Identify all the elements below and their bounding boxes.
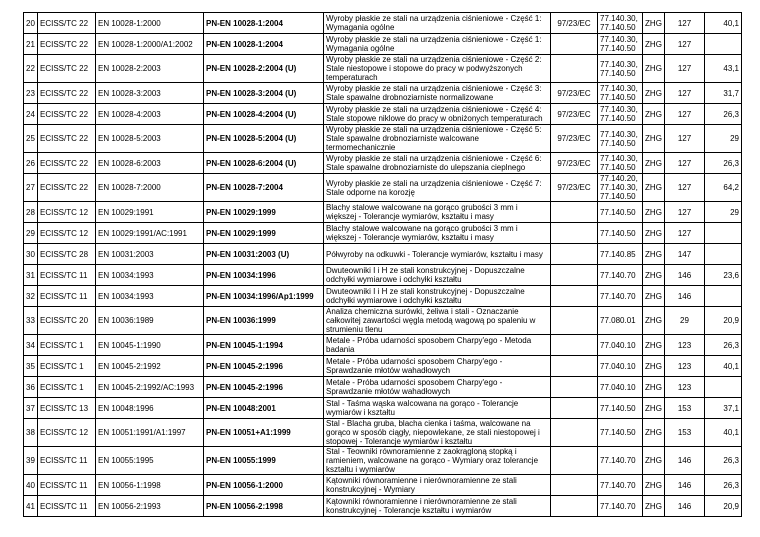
- ics-cell: [598, 286, 643, 307]
- zhg-cell: ZHG: [643, 174, 665, 202]
- ics-cell: [598, 496, 643, 517]
- directive-cell: [551, 55, 598, 83]
- technical-committee-cell: ECISS/TC 22: [38, 34, 96, 55]
- ics-line: 77.140.50: [600, 207, 636, 217]
- committee-number-cell: 146: [665, 496, 705, 517]
- directive-cell: 97/23/EC: [551, 125, 598, 153]
- row-number-cell: 31: [24, 265, 38, 286]
- table-row: [24, 286, 742, 307]
- table-row: [24, 496, 742, 517]
- en-standard-cell: EN 10028-7:2000: [96, 174, 204, 202]
- ics-line: 77.140.70: [600, 291, 636, 301]
- row-number-cell: 29: [24, 223, 38, 244]
- ics-line: 77.140.30,: [600, 129, 638, 139]
- ics-line: 77.140.70: [600, 480, 636, 490]
- pn-standard-cell: PN-EN 10028-1:2004: [204, 34, 324, 55]
- pn-standard-cell: PN-EN 10029:1999: [204, 202, 324, 223]
- en-standard-cell: EN 10029:1991: [96, 202, 204, 223]
- ics-line: 77.140.70: [600, 501, 636, 511]
- directive-cell: [551, 307, 598, 335]
- technical-committee-cell: ECISS/TC 11: [38, 265, 96, 286]
- pn-standard-cell: PN-EN 10051+A1:1999: [204, 419, 324, 447]
- directive-cell: [551, 265, 598, 286]
- row-number-cell: 39: [24, 447, 38, 475]
- zhg-cell: ZHG: [643, 419, 665, 447]
- row-number-cell: 20: [24, 13, 38, 34]
- technical-committee-cell: ECISS/TC 12: [38, 419, 96, 447]
- ics-line: 77.140.50: [600, 163, 636, 172]
- technical-committee-cell: ECISS/TC 12: [38, 202, 96, 223]
- pn-standard-cell: PN-EN 10028-7:2004: [204, 174, 324, 202]
- technical-committee-cell: ECISS/TC 13: [38, 398, 96, 419]
- pn-standard-cell: PN-EN 10028-4:2004 (U): [204, 104, 324, 125]
- zhg-cell: ZHG: [643, 13, 665, 34]
- committee-number-cell: 127: [665, 174, 705, 202]
- directive-cell: [551, 34, 598, 55]
- en-standard-cell: EN 10034:1993: [96, 286, 204, 307]
- ics-cell: [598, 356, 643, 377]
- zhg-cell: ZHG: [643, 377, 665, 398]
- price-cell: 20,9: [705, 496, 742, 517]
- title-cell: Półwyroby na odkuwki - Tolerancje wymiarów, kształtu i masy: [324, 244, 551, 265]
- table-row: [24, 174, 742, 202]
- zhg-cell: ZHG: [643, 223, 665, 244]
- committee-number-cell: 127: [665, 83, 705, 104]
- price-cell: [705, 223, 742, 244]
- title-cell: Wyroby płaskie ze stali na urządzenia ciśnieniowe - Część 5: Stale spawalne drobnoziarniste walcowane termomechanicznie: [324, 125, 551, 153]
- ics-line: 77.140.50: [600, 428, 636, 437]
- title-cell: Wyroby płaskie ze stali na urządzenia ciśnieniowe - Część 4: Stale stopowe niklowe do pracy w obniżonych temperaturach: [324, 104, 551, 125]
- ics-cell: [598, 55, 643, 83]
- title-cell: Blachy stalowe walcowane na gorąco grubości 3 mm i większej - Tolerancje wymiarów, kształtu i masy: [324, 202, 551, 223]
- table-row: [24, 307, 742, 335]
- technical-committee-cell: ECISS/TC 22: [38, 83, 96, 104]
- directive-cell: [551, 286, 598, 307]
- technical-committee-cell: ECISS/TC 22: [38, 125, 96, 153]
- zhg-cell: ZHG: [643, 153, 665, 174]
- ics-cell: [598, 202, 643, 223]
- price-cell: 29: [705, 125, 742, 153]
- committee-number-cell: 123: [665, 356, 705, 377]
- ics-line: 77.140.85: [600, 249, 636, 259]
- ics-cell: [598, 125, 643, 153]
- technical-committee-cell: ECISS/TC 22: [38, 174, 96, 202]
- pn-standard-cell: PN-EN 10045-2:1996: [204, 356, 324, 377]
- committee-number-cell: 127: [665, 13, 705, 34]
- ics-line: 77.140.30,: [600, 154, 638, 163]
- technical-committee-cell: ECISS/TC 1: [38, 356, 96, 377]
- directive-cell: [551, 202, 598, 223]
- row-number-cell: 32: [24, 286, 38, 307]
- price-cell: [705, 244, 742, 265]
- zhg-cell: ZHG: [643, 447, 665, 475]
- zhg-cell: ZHG: [643, 265, 665, 286]
- row-number-cell: 40: [24, 475, 38, 496]
- price-cell: 31,7: [705, 83, 742, 104]
- ics-line: 77.140.50: [600, 192, 636, 201]
- title-cell: Dwuteowniki I i H ze stali konstrukcyjnej - Dopuszczalne odchyłki wymiarowe i odchyłki kształtu: [324, 265, 551, 286]
- zhg-cell: ZHG: [643, 244, 665, 265]
- ics-line: 77.140.30,: [600, 183, 638, 192]
- en-standard-cell: EN 10028-1:2000: [96, 13, 204, 34]
- ics-cell: [598, 447, 643, 475]
- technical-committee-cell: ECISS/TC 12: [38, 223, 96, 244]
- table-row: [24, 356, 742, 377]
- zhg-cell: ZHG: [643, 202, 665, 223]
- price-cell: 20,9: [705, 307, 742, 335]
- zhg-cell: ZHG: [643, 475, 665, 496]
- table-row: [24, 83, 742, 104]
- zhg-cell: ZHG: [643, 356, 665, 377]
- ics-line: 77.140.50: [600, 114, 636, 123]
- directive-cell: [551, 496, 598, 517]
- price-cell: 64,2: [705, 174, 742, 202]
- committee-number-cell: 127: [665, 34, 705, 55]
- ics-cell: [598, 223, 643, 244]
- pn-standard-cell: PN-EN 10029:1999: [204, 223, 324, 244]
- technical-committee-cell: ECISS/TC 11: [38, 286, 96, 307]
- ics-cell: [598, 244, 643, 265]
- row-number-cell: 41: [24, 496, 38, 517]
- technical-committee-cell: ECISS/TC 22: [38, 104, 96, 125]
- ics-line: 77.140.50: [600, 93, 636, 102]
- directive-cell: [551, 223, 598, 244]
- ics-cell: [598, 153, 643, 174]
- ics-cell: [598, 13, 643, 34]
- pn-standard-cell: PN-EN 10028-2:2004 (U): [204, 55, 324, 83]
- ics-cell: [598, 377, 643, 398]
- table-row: [24, 104, 742, 125]
- en-standard-cell: EN 10045-2:1992/AC:1993: [96, 377, 204, 398]
- committee-number-cell: 123: [665, 335, 705, 356]
- committee-number-cell: 127: [665, 55, 705, 83]
- table-row: [24, 125, 742, 153]
- pn-standard-cell: PN-EN 10048:2001: [204, 398, 324, 419]
- row-number-cell: 22: [24, 55, 38, 83]
- row-number-cell: 23: [24, 83, 38, 104]
- row-number-cell: 21: [24, 34, 38, 55]
- ics-line: 77.140.50: [600, 403, 636, 413]
- ics-cell: [598, 83, 643, 104]
- zhg-cell: ZHG: [643, 34, 665, 55]
- directive-cell: 97/23/EC: [551, 83, 598, 104]
- pn-standard-cell: PN-EN 10036:1999: [204, 307, 324, 335]
- ics-line: 77.040.10: [600, 382, 636, 392]
- zhg-cell: ZHG: [643, 496, 665, 517]
- price-cell: 40,1: [705, 13, 742, 34]
- committee-number-cell: 127: [665, 202, 705, 223]
- ics-cell: [598, 335, 643, 356]
- ics-line: 77.140.70: [600, 456, 636, 465]
- technical-committee-cell: ECISS/TC 28: [38, 244, 96, 265]
- price-cell: [705, 34, 742, 55]
- price-cell: 26,3: [705, 475, 742, 496]
- row-number-cell: 28: [24, 202, 38, 223]
- committee-number-cell: 153: [665, 419, 705, 447]
- committee-number-cell: 146: [665, 447, 705, 475]
- row-number-cell: 33: [24, 307, 38, 335]
- directive-cell: [551, 356, 598, 377]
- ics-cell: [598, 174, 643, 202]
- title-cell: Metale - Próba udarności sposobem Charpy'ego - Sprawdzanie młotów wahadłowych: [324, 377, 551, 398]
- title-cell: Wyroby płaskie ze stali na urządzenia ciśnieniowe - Część 1: Wymagania ogólne: [324, 34, 551, 55]
- table-row: [24, 244, 742, 265]
- technical-committee-cell: ECISS/TC 22: [38, 13, 96, 34]
- directive-cell: 97/23/EC: [551, 104, 598, 125]
- en-standard-cell: EN 10056-1:1998: [96, 475, 204, 496]
- directive-cell: [551, 377, 598, 398]
- committee-number-cell: 146: [665, 475, 705, 496]
- en-standard-cell: EN 10028-5:2003: [96, 125, 204, 153]
- pn-standard-cell: PN-EN 10028-1:2004: [204, 13, 324, 34]
- directive-cell: [551, 447, 598, 475]
- ics-line: 77.040.10: [600, 340, 636, 350]
- price-cell: 23,6: [705, 265, 742, 286]
- row-number-cell: 36: [24, 377, 38, 398]
- pn-standard-cell: PN-EN 10031:2003 (U): [204, 244, 324, 265]
- row-number-cell: 35: [24, 356, 38, 377]
- table-row: [24, 398, 742, 419]
- ics-line: 77.140.50: [600, 23, 636, 32]
- table-row: [24, 447, 742, 475]
- row-number-cell: 26: [24, 153, 38, 174]
- ics-line: 77.140.30,: [600, 84, 638, 93]
- price-cell: 40,1: [705, 419, 742, 447]
- committee-number-cell: 127: [665, 104, 705, 125]
- en-standard-cell: EN 10045-2:1992: [96, 356, 204, 377]
- row-number-cell: 38: [24, 419, 38, 447]
- technical-committee-cell: ECISS/TC 11: [38, 447, 96, 475]
- en-standard-cell: EN 10028-1:2000/A1:2002: [96, 34, 204, 55]
- directive-cell: [551, 335, 598, 356]
- pn-standard-cell: PN-EN 10028-6:2004 (U): [204, 153, 324, 174]
- directive-cell: [551, 475, 598, 496]
- en-standard-cell: EN 10034:1993: [96, 265, 204, 286]
- ics-line: 77.140.30,: [600, 35, 638, 44]
- technical-committee-cell: ECISS/TC 1: [38, 335, 96, 356]
- zhg-cell: ZHG: [643, 55, 665, 83]
- table-row: [24, 34, 742, 55]
- title-cell: Analiza chemiczna surówki, żeliwa i stali - Oznaczanie całkowitej zawartości węgla metodą wagową po spaleniu w strumieniu tlenu: [324, 307, 551, 335]
- committee-number-cell: 127: [665, 153, 705, 174]
- committee-number-cell: 127: [665, 223, 705, 244]
- committee-number-cell: 147: [665, 244, 705, 265]
- directive-cell: 97/23/EC: [551, 153, 598, 174]
- pn-standard-cell: PN-EN 10056-1:2000: [204, 475, 324, 496]
- pn-standard-cell: PN-EN 10045-2:1996: [204, 377, 324, 398]
- row-number-cell: 37: [24, 398, 38, 419]
- committee-number-cell: 29: [665, 307, 705, 335]
- title-cell: Blachy stalowe walcowane na gorąco grubości 3 mm i większej - Tolerancje wymiarów, kształtu i masy: [324, 223, 551, 244]
- title-cell: Kątowniki równoramienne i nierównoramienne ze stali konstrukcyjnej - Wymiary: [324, 475, 551, 496]
- price-cell: [705, 377, 742, 398]
- en-standard-cell: EN 10036:1989: [96, 307, 204, 335]
- pn-standard-cell: PN-EN 10045-1:1994: [204, 335, 324, 356]
- zhg-cell: ZHG: [643, 286, 665, 307]
- title-cell: Stal - Taśma wąska walcowana na gorąco - Tolerancje wymiarów i kształtu: [324, 398, 551, 419]
- en-standard-cell: EN 10028-6:2003: [96, 153, 204, 174]
- title-cell: Wyroby płaskie ze stali na urządzenia ciśnieniowe - Część 6: Stale spawalne drobnoziarniste do ulepszania cieplnego: [324, 153, 551, 174]
- ics-line: 77.140.20,: [600, 174, 638, 183]
- row-number-cell: 25: [24, 125, 38, 153]
- title-cell: Wyroby płaskie ze stali na urządzenia ciśnieniowe - Część 3: Stale spawalne drobnoziarniste normalizowane: [324, 83, 551, 104]
- ics-cell: [598, 104, 643, 125]
- row-number-cell: 30: [24, 244, 38, 265]
- directive-cell: 97/23/EC: [551, 174, 598, 202]
- ics-line: 77.140.50: [600, 68, 636, 78]
- price-cell: 26,3: [705, 335, 742, 356]
- table-row: [24, 202, 742, 223]
- en-standard-cell: EN 10056-2:1993: [96, 496, 204, 517]
- zhg-cell: ZHG: [643, 83, 665, 104]
- price-cell: 26,3: [705, 153, 742, 174]
- title-cell: Dwuteowniki I i H ze stali konstrukcyjnej - Dopuszczalne odchyłki wymiarowe i odchyłki kształtu: [324, 286, 551, 307]
- ics-line: 77.140.30,: [600, 59, 638, 69]
- ics-line: 77.080.01: [600, 316, 636, 325]
- en-standard-cell: EN 10028-4:2003: [96, 104, 204, 125]
- row-number-cell: 24: [24, 104, 38, 125]
- zhg-cell: ZHG: [643, 104, 665, 125]
- ics-line: 77.140.50: [600, 44, 636, 53]
- ics-line: 77.140.70: [600, 270, 636, 280]
- pn-standard-cell: PN-EN 10055:1999: [204, 447, 324, 475]
- table-row: [24, 55, 742, 83]
- ics-line: 77.140.30,: [600, 105, 638, 114]
- pn-standard-cell: PN-EN 10028-5:2004 (U): [204, 125, 324, 153]
- zhg-cell: ZHG: [643, 335, 665, 356]
- pn-standard-cell: PN-EN 10028-3:2004 (U): [204, 83, 324, 104]
- technical-committee-cell: ECISS/TC 11: [38, 475, 96, 496]
- en-standard-cell: EN 10045-1:1990: [96, 335, 204, 356]
- price-cell: 29: [705, 202, 742, 223]
- technical-committee-cell: ECISS/TC 22: [38, 55, 96, 83]
- pn-standard-cell: PN-EN 10034:1996/Ap1:1999: [204, 286, 324, 307]
- ics-cell: [598, 34, 643, 55]
- en-standard-cell: EN 10031:2003: [96, 244, 204, 265]
- price-cell: 43,1: [705, 55, 742, 83]
- price-cell: [705, 286, 742, 307]
- en-standard-cell: EN 10055:1995: [96, 447, 204, 475]
- technical-committee-cell: ECISS/TC 1: [38, 377, 96, 398]
- table-row: [24, 153, 742, 174]
- en-standard-cell: EN 10028-2:2003: [96, 55, 204, 83]
- pn-standard-cell: PN-EN 10056-2:1998: [204, 496, 324, 517]
- directive-cell: [551, 398, 598, 419]
- ics-line: 77.040.10: [600, 361, 636, 371]
- ics-cell: [598, 419, 643, 447]
- title-cell: Stal - Teowniki równoramienne z zaokrągloną stopką i ramieniem, walcowane na gorąco - Wymiary oraz tolerancje kształtu i wymiarów: [324, 447, 551, 475]
- title-cell: Metale - Próba udarności sposobem Charpy'ego - Sprawdzanie młotów wahadłowych: [324, 356, 551, 377]
- committee-number-cell: 123: [665, 377, 705, 398]
- standards-table: [23, 12, 742, 517]
- table-row: [24, 419, 742, 447]
- committee-number-cell: 146: [665, 286, 705, 307]
- technical-committee-cell: ECISS/TC 11: [38, 496, 96, 517]
- committee-number-cell: 127: [665, 125, 705, 153]
- ics-cell: [598, 475, 643, 496]
- ics-cell: [598, 265, 643, 286]
- table-row: [24, 13, 742, 34]
- title-cell: Wyroby płaskie ze stali na urządzenia ciśnieniowe - Część 1: Wymagania ogólne: [324, 13, 551, 34]
- directive-cell: 97/23/EC: [551, 13, 598, 34]
- price-cell: 26,3: [705, 447, 742, 475]
- committee-number-cell: 146: [665, 265, 705, 286]
- pn-standard-cell: PN-EN 10034:1996: [204, 265, 324, 286]
- directive-cell: [551, 419, 598, 447]
- row-number-cell: 34: [24, 335, 38, 356]
- table-row: [24, 475, 742, 496]
- committee-number-cell: 153: [665, 398, 705, 419]
- title-cell: Wyroby płaskie ze stali na urządzenia ciśnieniowe - Część 2: Stale niestopowe i stopowe do pracy w podwyższonych temperaturach: [324, 55, 551, 83]
- en-standard-cell: EN 10048:1996: [96, 398, 204, 419]
- en-standard-cell: EN 10028-3:2003: [96, 83, 204, 104]
- ics-cell: [598, 307, 643, 335]
- price-cell: 26,3: [705, 104, 742, 125]
- ics-cell: [598, 398, 643, 419]
- table-row: [24, 223, 742, 244]
- title-cell: Kątowniki równoramienne i nierównoramienne ze stali konstrukcyjnej - Tolerancje kształtu i wymiarów: [324, 496, 551, 517]
- zhg-cell: ZHG: [643, 307, 665, 335]
- row-number-cell: 27: [24, 174, 38, 202]
- zhg-cell: ZHG: [643, 125, 665, 153]
- en-standard-cell: EN 10029:1991/AC:1991: [96, 223, 204, 244]
- technical-committee-cell: ECISS/TC 20: [38, 307, 96, 335]
- directive-cell: [551, 244, 598, 265]
- table-row: [24, 377, 742, 398]
- title-cell: Stal - Blacha gruba, blacha cienka i taśma, walcowane na gorąco w sposób ciągły, niepowlekane, ze stali niestopowej i stopowej - Tolerancje wymiarów i kształtu: [324, 419, 551, 447]
- table-row: [24, 335, 742, 356]
- ics-line: 77.140.50: [600, 138, 636, 148]
- ics-line: 77.140.30,: [600, 14, 638, 23]
- technical-committee-cell: ECISS/TC 22: [38, 153, 96, 174]
- table-row: [24, 265, 742, 286]
- ics-line: 77.140.50: [600, 228, 636, 238]
- title-cell: Wyroby płaskie ze stali na urządzenia ciśnieniowe - Część 7: Stale odporne na korozję: [324, 174, 551, 202]
- price-cell: 37,1: [705, 398, 742, 419]
- zhg-cell: ZHG: [643, 398, 665, 419]
- en-standard-cell: EN 10051:1991/A1:1997: [96, 419, 204, 447]
- price-cell: 40,1: [705, 356, 742, 377]
- title-cell: Metale - Próba udarności sposobem Charpy'ego - Metoda badania: [324, 335, 551, 356]
